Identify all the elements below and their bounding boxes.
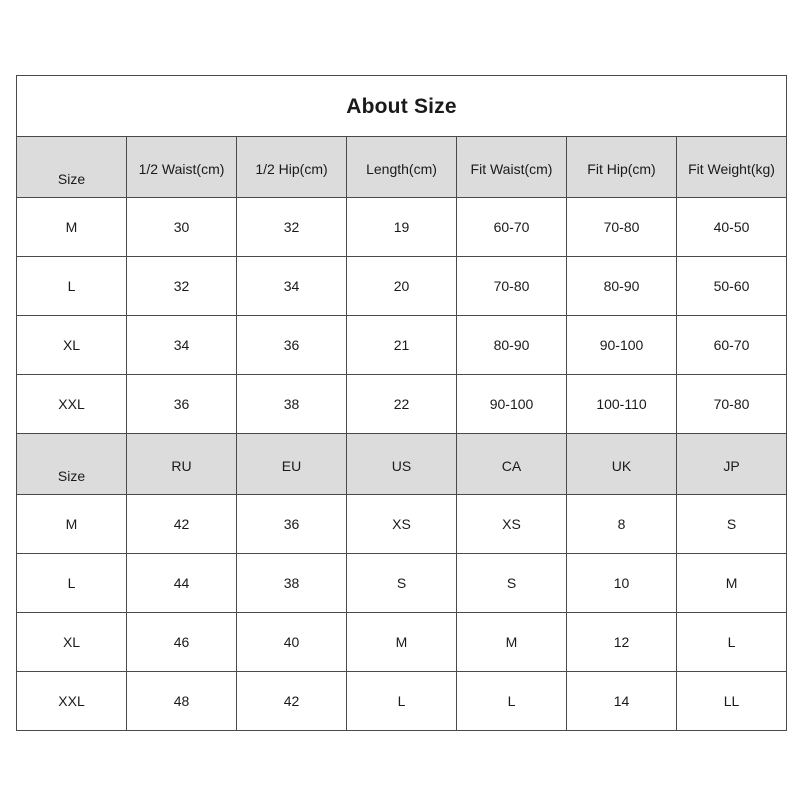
table-cell: 80-90 [567, 257, 677, 316]
table-cell: L [677, 613, 787, 672]
table-cell: 30 [127, 198, 237, 257]
table-cell: 60-70 [457, 198, 567, 257]
table-cell: 100-110 [567, 375, 677, 434]
table-cell: 20 [347, 257, 457, 316]
table-cell: 32 [237, 198, 347, 257]
table-row [17, 495, 787, 554]
measurements-column-header: 1/2 Waist(cm) [127, 137, 237, 198]
table-row [17, 375, 787, 434]
table-cell: 21 [347, 316, 457, 375]
table-cell: S [457, 554, 567, 613]
table-cell: 60-70 [677, 316, 787, 375]
measurements-column-header: Size [17, 137, 127, 198]
table-row [17, 316, 787, 375]
table-cell: S [677, 495, 787, 554]
table-cell: M [347, 613, 457, 672]
table-cell: M [457, 613, 567, 672]
measurements-column-header: 1/2 Hip(cm) [237, 137, 347, 198]
table-row [17, 613, 787, 672]
table-cell: 42 [127, 495, 237, 554]
table-cell: 40-50 [677, 198, 787, 257]
table-cell: 70-80 [457, 257, 567, 316]
measurements-column-header: Fit Waist(cm) [457, 137, 567, 198]
table-cell: 36 [237, 316, 347, 375]
table-cell: XS [347, 495, 457, 554]
table-row [17, 672, 787, 731]
table-cell: LL [677, 672, 787, 731]
table-cell: L [457, 672, 567, 731]
measurements-header-row [17, 137, 787, 198]
conversion-column-header: US [347, 434, 457, 495]
table-cell: 22 [347, 375, 457, 434]
table-cell: 90-100 [457, 375, 567, 434]
table-cell: 70-80 [677, 375, 787, 434]
size-label-cell: L [17, 257, 127, 316]
table-row [17, 257, 787, 316]
table-cell: 50-60 [677, 257, 787, 316]
table-cell: 36 [237, 495, 347, 554]
table-cell: 48 [127, 672, 237, 731]
conversion-header-row [17, 434, 787, 495]
table-cell: 36 [127, 375, 237, 434]
size-chart-table [16, 75, 787, 731]
size-chart-body [17, 76, 787, 731]
table-cell: 80-90 [457, 316, 567, 375]
conversion-column-header: Size [17, 434, 127, 495]
table-cell: 10 [567, 554, 677, 613]
conversion-column-header: RU [127, 434, 237, 495]
table-cell: 44 [127, 554, 237, 613]
table-cell: S [347, 554, 457, 613]
size-label-cell: L [17, 554, 127, 613]
size-label-cell: M [17, 495, 127, 554]
table-cell: 38 [237, 375, 347, 434]
table-cell: 8 [567, 495, 677, 554]
table-cell: 70-80 [567, 198, 677, 257]
table-cell: 90-100 [567, 316, 677, 375]
conversion-column-header: EU [237, 434, 347, 495]
table-cell: 19 [347, 198, 457, 257]
measurements-column-header: Fit Hip(cm) [567, 137, 677, 198]
table-cell: 38 [237, 554, 347, 613]
size-label-cell: M [17, 198, 127, 257]
table-cell: 42 [237, 672, 347, 731]
table-cell: 46 [127, 613, 237, 672]
size-label-cell: XXL [17, 672, 127, 731]
table-cell: XS [457, 495, 567, 554]
measurements-column-header: Length(cm) [347, 137, 457, 198]
conversion-column-header: JP [677, 434, 787, 495]
measurements-column-header: Fit Weight(kg) [677, 137, 787, 198]
table-cell: 32 [127, 257, 237, 316]
size-label-cell: XXL [17, 375, 127, 434]
size-label-cell: XL [17, 316, 127, 375]
table-cell: 34 [237, 257, 347, 316]
table-cell: L [347, 672, 457, 731]
table-cell: 40 [237, 613, 347, 672]
title-row [17, 76, 787, 137]
size-label-cell: XL [17, 613, 127, 672]
table-cell: M [677, 554, 787, 613]
chart-title: About Size [17, 76, 787, 137]
table-row [17, 554, 787, 613]
table-row [17, 198, 787, 257]
table-cell: 12 [567, 613, 677, 672]
conversion-column-header: CA [457, 434, 567, 495]
table-cell: 14 [567, 672, 677, 731]
conversion-column-header: UK [567, 434, 677, 495]
table-cell: 34 [127, 316, 237, 375]
